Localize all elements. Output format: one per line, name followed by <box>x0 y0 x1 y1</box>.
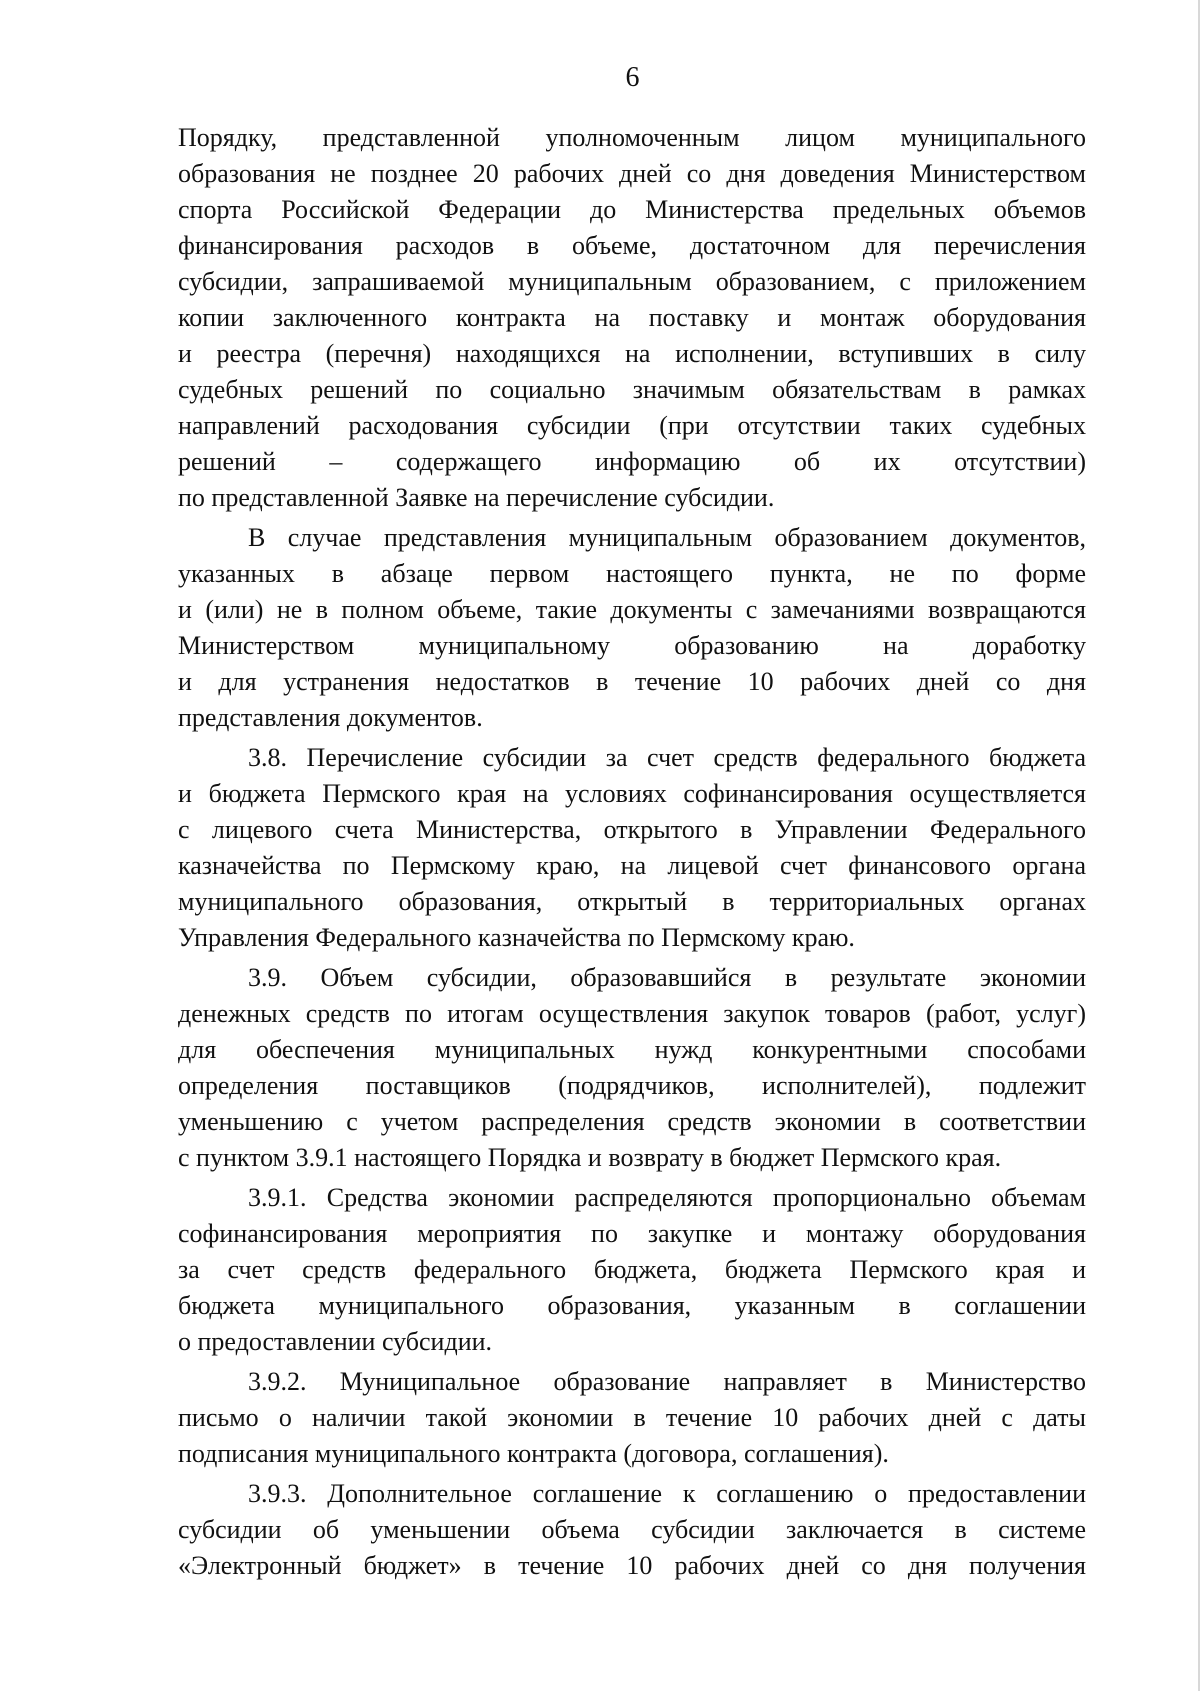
text-line: 3.9. Объем субсидии, образовавшийся в результате экономии <box>248 963 1086 992</box>
paragraph-3-9-2 <box>178 1364 1086 1472</box>
text-line: субсидии об уменьшении объема субсидии заключается в системе <box>178 1515 1086 1544</box>
text-line: и бюджета Пермского края на условиях софинансирования осуществляется <box>178 779 1086 808</box>
text-line: спорта Российской Федерации до Министерства предельных объемов <box>178 195 1086 224</box>
text-line: судебных решений по социально значимым обязательствам в рамках <box>178 375 1086 404</box>
paragraph-3-9 <box>178 960 1086 1176</box>
text-line: финансирования расходов в объеме, достаточном для перечисления <box>178 231 1086 260</box>
text-line: указанных в абзаце первом настоящего пункта, не по форме <box>178 559 1086 588</box>
text-line: уменьшению с учетом распределения средств экономии в соответствии <box>178 1107 1086 1136</box>
text-line: подписания муниципального контракта (договора, соглашения). <box>178 1439 889 1468</box>
text-line: «Электронный бюджет» в течение 10 рабочих дней со дня получения <box>178 1551 1086 1580</box>
text-line: денежных средств по итогам осуществления закупок товаров (работ, услуг) <box>178 999 1086 1028</box>
text-line: 3.9.2. Муниципальное образование направляет в Министерство <box>248 1367 1086 1396</box>
text-line: субсидии, запрашиваемой муниципальным образованием, с приложением <box>178 267 1086 296</box>
text-line: 3.9.3. Дополнительное соглашение к соглашению о предоставлении <box>248 1479 1086 1508</box>
text-line: Порядку, представленной уполномоченным лицом муниципального <box>178 123 1086 152</box>
text-line: 3.9.1. Средства экономии распределяются пропорционально объемам <box>248 1183 1086 1212</box>
text-line: определения поставщиков (подрядчиков, исполнителей), подлежит <box>178 1071 1086 1100</box>
text-line: решений – содержащего информацию об их отсутствии) <box>178 447 1086 476</box>
text-line: казначейства по Пермскому краю, на лицевой счет финансового органа <box>178 851 1086 880</box>
text-line: письмо о наличии такой экономии в течение 10 рабочих дней с даты <box>178 1403 1086 1432</box>
paragraph-2 <box>178 520 1086 736</box>
text-line: 3.8. Перечисление субсидии за счет средств федерального бюджета <box>248 743 1086 772</box>
text-line: с пунктом 3.9.1 настоящего Порядка и возврату в бюджет Пермского края. <box>178 1143 1002 1172</box>
text-line: по представленной Заявке на перечисление субсидии. <box>178 483 775 512</box>
text-line: В случае представления муниципальным образованием документов, <box>248 523 1086 552</box>
text-line: муниципального образования, открытый в территориальных органах <box>178 887 1086 916</box>
text-line: копии заключенного контракта на поставку и монтаж оборудования <box>178 303 1086 332</box>
page-number: 6 <box>625 62 640 93</box>
text-line: и (или) не в полном объеме, такие документы с замечаниями возвращаются <box>178 595 1086 624</box>
paragraph-3-9-1 <box>178 1180 1086 1360</box>
text-line: Управления Федерального казначейства по Пермскому краю. <box>178 923 855 952</box>
paragraph-3-8 <box>178 740 1086 956</box>
text-line: образования не позднее 20 рабочих дней со дня доведения Министерством <box>178 159 1086 188</box>
text-line: Министерством муниципальному образованию на доработку <box>178 631 1086 660</box>
text-line: бюджета муниципального образования, указанным в соглашении <box>178 1291 1086 1320</box>
text-line: за счет средств федерального бюджета, бюджета Пермского края и <box>178 1255 1086 1284</box>
text-line: софинансирования мероприятия по закупке и монтажу оборудования <box>178 1219 1086 1248</box>
text-line: для обеспечения муниципальных нужд конкурентными способами <box>178 1035 1086 1064</box>
paragraph-1 <box>178 120 1086 516</box>
paragraph-3-9-3 <box>178 1476 1086 1584</box>
document-body <box>178 120 1086 1584</box>
text-line: и реестра (перечня) находящихся на исполнении, вступивших в силу <box>178 339 1086 368</box>
text-line: о предоставлении субсидии. <box>178 1327 493 1356</box>
text-line: и для устранения недостатков в течение 10 рабочих дней со дня <box>178 667 1086 696</box>
text-line: направлений расходования субсидии (при отсутствии таких судебных <box>178 411 1086 440</box>
text-line: с лицевого счета Министерства, открытого в Управлении Федерального <box>178 815 1086 844</box>
text-line: представления документов. <box>178 703 483 732</box>
